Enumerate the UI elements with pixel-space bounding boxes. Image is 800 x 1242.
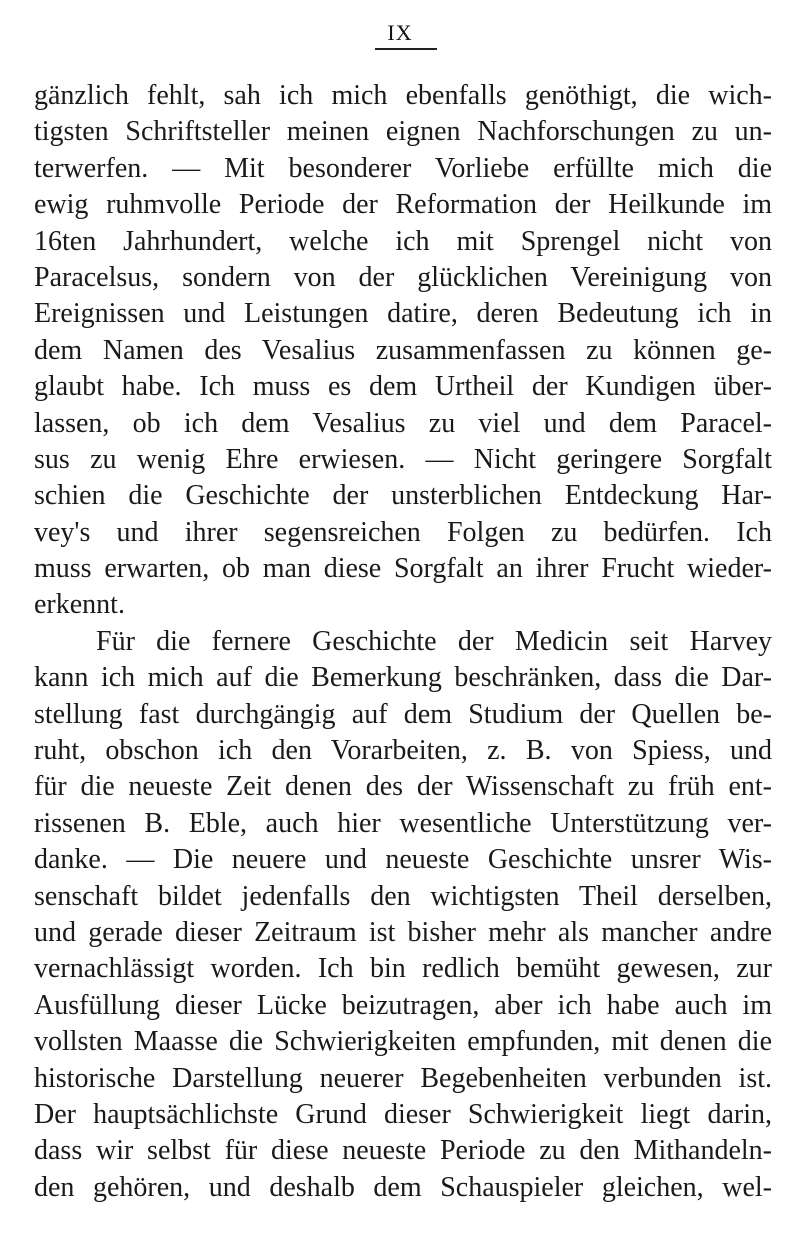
page-number: IX (387, 20, 413, 45)
text-line: den gehören, und deshalb dem Schauspieler gleichen, wel- (34, 1171, 772, 1203)
text-line: vernachlässigt worden. Ich bin redlich bemüht gewesen, zur (34, 953, 772, 985)
text-line: kann ich mich auf die Bemerkung beschränken, dass die Dar- (34, 662, 772, 694)
text-line: 16ten Jahrhundert, welche ich mit Sprengel nicht von (34, 225, 772, 257)
text-line: Der hauptsächlichste Grund dieser Schwierigkeit liegt darin, (34, 1098, 772, 1130)
text-line: Paracelsus, sondern von der glücklichen Vereinigung von (34, 261, 772, 293)
text-line: Ausfüllung dieser Lücke beizutragen, aber ich habe auch im (34, 989, 772, 1021)
text-line: sus zu wenig Ehre erwiesen. — Nicht geringere Sorgfalt (34, 443, 772, 475)
text-line: Ereignissen und Leistungen datire, deren Bedeutung ich in (34, 298, 772, 330)
text-line: terwerfen. — Mit besonderer Vorliebe erfüllte mich die (34, 152, 772, 184)
text-line: dem Namen des Vesalius zusammenfassen zu können ge- (34, 334, 772, 366)
text-line: glaubt habe. Ich muss es dem Urtheil der Kundigen über- (34, 371, 772, 403)
text-line: vey's und ihrer segensreichen Folgen zu bedürfen. Ich (34, 516, 772, 548)
text-line: lassen, ob ich dem Vesalius zu viel und dem Paracel- (34, 407, 772, 439)
paragraph-first-line: Für die fernere Geschichte der Medicin seit Harvey (96, 625, 772, 657)
text-line: stellung fast durchgängig auf dem Studium der Quellen be- (34, 698, 772, 730)
text-line: danke. — Die neuere und neueste Geschichte unsrer Wis- (34, 844, 772, 876)
text-line: rissenen B. Eble, auch hier wesentliche Unterstützung ver- (34, 807, 772, 839)
page-number-rule (375, 48, 437, 50)
text-line: senschaft bildet jedenfalls den wichtigsten Theil derselben, (34, 880, 772, 912)
text-line: muss erwarten, ob man diese Sorgfalt an ihrer Frucht wieder- (34, 553, 772, 585)
text-line: dass wir selbst für diese neueste Periode zu den Mithandeln- (34, 1135, 772, 1167)
text-line: ewig ruhmvolle Periode der Reformation der Heilkunde im (34, 189, 772, 221)
text-line: schien die Geschichte der unsterblichen Entdeckung Har- (34, 480, 772, 512)
text-line: vollsten Maasse die Schwierigkeiten empfunden, mit denen die (34, 1026, 772, 1058)
text-line: gänzlich fehlt, sah ich mich ebenfalls genöthigt, die wich- (34, 80, 772, 111)
paragraph-end-line: erkennt. (34, 589, 125, 621)
text-line: ruht, obschon ich den Vorarbeiten, z. B. von Spiess, und (34, 735, 772, 767)
text-line: historische Darstellung neuerer Begebenheiten verbunden ist. (34, 1062, 772, 1094)
text-line: tigsten Schriftsteller meinen eignen Nachforschungen zu un- (34, 116, 772, 148)
text-line: und gerade dieser Zeitraum ist bisher mehr als mancher andre (34, 916, 772, 948)
body-text (34, 78, 772, 1206)
text-line: für die neueste Zeit denen des der Wissenschaft zu früh ent- (34, 771, 772, 803)
